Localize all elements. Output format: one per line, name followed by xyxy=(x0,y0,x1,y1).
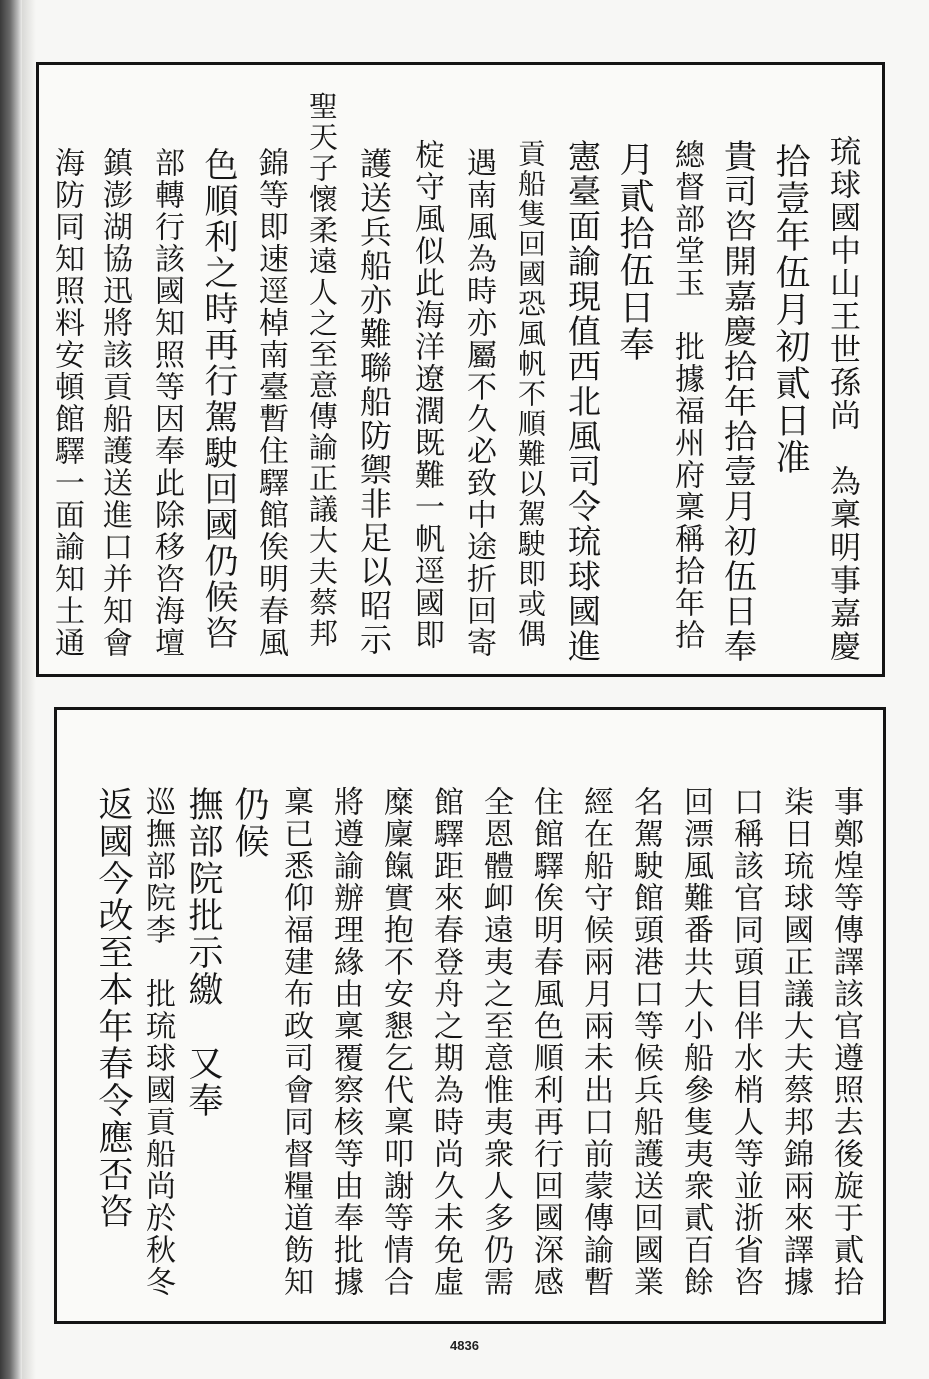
text-column: 月貳拾伍日奉 xyxy=(614,141,654,363)
text-column: 撫部院批示繳 又奉 xyxy=(183,786,223,1119)
text-column: 糜廩餼實抱不安懇乞代稟叩謝等情合 xyxy=(378,786,413,1298)
book-gutter-shadow xyxy=(0,0,22,1379)
text-column: 椗守風似此海洋遼濶既難一帆逕國即 xyxy=(409,139,444,651)
top-text-panel xyxy=(36,62,885,677)
text-column: 色順利之時再行駕駛回國仍候咨 xyxy=(198,147,238,651)
text-column: 錦等即速逕棹南臺暫住驛館俟明春風 xyxy=(253,147,288,659)
text-column: 口稱該官同頭目伴水梢人等並浙省咨 xyxy=(728,786,763,1298)
text-column: 遇南風為時亦屬不久必致中途折回寄 xyxy=(461,147,496,659)
text-column: 巡撫部院李 批琉球國貢船尚於秋冬 xyxy=(140,786,175,1298)
text-column: 事鄭煌等傳譯該官遵照去後旋于貳拾 xyxy=(828,786,863,1298)
text-column: 部轉行該國知照等因奉此除移咨海壇 xyxy=(149,147,184,659)
text-column: 館驛距來春登舟之期為時尚久未免虛 xyxy=(428,786,463,1298)
text-column: 海防同知照料安頓館驛一面諭知土通 xyxy=(49,147,84,659)
text-column: 貴司咨開嘉慶拾年拾壹月初伍日奉 xyxy=(719,139,758,664)
text-column: 稟已悉仰福建布政司會同督糧道飭知 xyxy=(278,786,313,1298)
text-column: 住館驛俟明春風色順利再行回國深感 xyxy=(528,786,563,1298)
text-column: 護送兵船亦難聯船防禦非足以昭示 xyxy=(355,147,393,657)
bottom-text-panel xyxy=(54,707,886,1324)
text-column: 憲臺面諭現值西北風司令琉球國進 xyxy=(563,139,602,664)
text-column: 回漂風難番共大小船參隻夷衆貳百餘 xyxy=(678,786,713,1298)
text-column: 將遵諭辦理緣由稟覆察核等由奉批據 xyxy=(328,786,363,1298)
text-column: 琉球國中山王世孫尚 為稟明事嘉慶 xyxy=(824,135,860,663)
text-column: 仍候 xyxy=(229,786,269,860)
text-column: 聖天子懷柔遠人之至意傳諭正議大夫蔡邦 xyxy=(305,91,339,649)
text-column: 總督部堂玉 批據福州府稟稱拾年拾 xyxy=(669,139,704,651)
text-column: 經在船守候兩月兩未出口前蒙傳諭暫 xyxy=(578,786,613,1298)
text-column: 鎮澎湖協迅將該貢船護送進口并知會 xyxy=(97,147,132,659)
text-column: 全恩體卹遠夷之至意惟夷衆人多仍需 xyxy=(478,786,513,1298)
text-column: 返國今改至本年春令應否咨 xyxy=(93,786,133,1230)
text-column: 名駕駛館頭港口等候兵船護送回國業 xyxy=(628,786,663,1298)
page-number: 4836 xyxy=(450,1338,479,1353)
text-column: 貢船隻回國恐風帆不順難以駕駛即或偶 xyxy=(514,139,547,649)
text-column: 拾壹年伍月初貳日准 xyxy=(770,143,810,476)
text-column: 柒日琉球國正議大夫蔡邦錦兩來譯據 xyxy=(778,786,813,1298)
book-gutter-fade xyxy=(22,0,36,1379)
